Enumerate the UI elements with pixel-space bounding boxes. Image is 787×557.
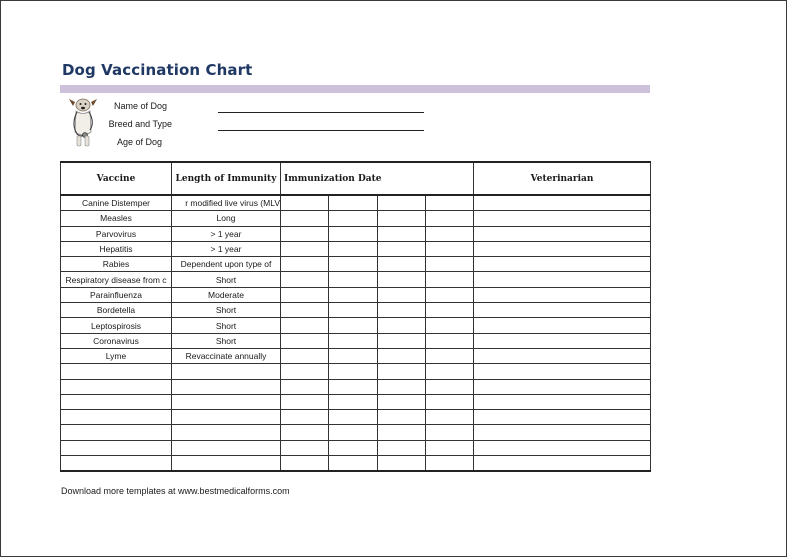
immunization-date-cell[interactable] [378, 364, 426, 379]
immunization-date-cell[interactable] [426, 195, 474, 211]
header-vaccine: Vaccine [61, 162, 172, 195]
vaccine-cell[interactable]: Canine Distemper [61, 195, 172, 211]
immunity-cell[interactable]: Short [172, 333, 281, 348]
vaccine-cell[interactable]: Measles [61, 211, 172, 226]
immunity-cell[interactable] [172, 410, 281, 425]
table-row [61, 226, 651, 241]
info-label-breed: Breed and Type [108, 119, 172, 129]
immunization-date-cell[interactable] [281, 303, 329, 318]
immunization-date-cell[interactable] [281, 241, 329, 256]
immunization-date-cell[interactable] [281, 195, 329, 211]
immunization-date-cell[interactable] [281, 425, 329, 440]
immunization-date-cell[interactable] [378, 410, 426, 425]
immunization-date-cell[interactable] [329, 333, 378, 348]
immunization-date-cell[interactable] [378, 195, 426, 211]
veterinarian-cell[interactable] [474, 410, 651, 425]
immunization-date-cell[interactable] [329, 257, 378, 272]
table-row [61, 456, 651, 472]
document-title: Dog Vaccination Chart [62, 61, 253, 79]
immunization-date-cell[interactable] [378, 456, 426, 472]
table-row [61, 195, 651, 211]
veterinarian-cell[interactable] [474, 364, 651, 379]
header-immunization-date: Immunization Date [281, 162, 474, 195]
vaccine-cell[interactable] [61, 410, 172, 425]
veterinarian-cell[interactable] [474, 287, 651, 302]
immunization-date-cell[interactable] [281, 318, 329, 333]
vaccine-cell[interactable] [61, 364, 172, 379]
header-veterinarian: Veterinarian [474, 162, 651, 195]
immunization-date-cell[interactable] [426, 410, 474, 425]
immunity-cell[interactable]: Long [172, 211, 281, 226]
table-row [61, 272, 651, 287]
immunization-date-cell[interactable] [281, 364, 329, 379]
immunization-date-cell[interactable] [426, 241, 474, 256]
immunization-date-cell[interactable] [426, 272, 474, 287]
immunization-date-cell[interactable] [378, 348, 426, 363]
footer-download-note: Download more templates at www.bestmedicalforms.com [61, 486, 290, 496]
immunization-date-cell[interactable] [281, 211, 329, 226]
immunization-date-cell[interactable] [426, 394, 474, 409]
immunization-date-cell[interactable] [281, 257, 329, 272]
table-row [61, 287, 651, 302]
vaccine-cell[interactable]: Leptospirosis [61, 318, 172, 333]
breed-and-type-field[interactable] [218, 130, 424, 131]
table-header-row [61, 162, 651, 195]
name-of-dog-field[interactable] [218, 112, 424, 113]
vaccination-table [60, 161, 651, 472]
immunization-date-cell[interactable] [329, 226, 378, 241]
immunity-cell[interactable] [172, 425, 281, 440]
veterinarian-cell[interactable] [474, 303, 651, 318]
immunization-date-cell[interactable] [426, 440, 474, 455]
table-row [61, 379, 651, 394]
info-label-age: Age of Dog [116, 137, 162, 147]
table-row [61, 348, 651, 363]
veterinarian-cell[interactable] [474, 456, 651, 472]
immunization-date-cell[interactable] [329, 456, 378, 472]
veterinarian-cell[interactable] [474, 425, 651, 440]
immunization-date-cell[interactable] [281, 394, 329, 409]
immunization-date-cell[interactable] [426, 318, 474, 333]
immunization-date-cell[interactable] [378, 272, 426, 287]
vaccine-cell[interactable] [61, 440, 172, 455]
immunization-date-cell[interactable] [426, 226, 474, 241]
table-row [61, 241, 651, 256]
immunization-date-cell[interactable] [426, 287, 474, 302]
table-row [61, 394, 651, 409]
immunization-date-cell[interactable] [329, 425, 378, 440]
immunization-date-cell[interactable] [426, 456, 474, 472]
immunization-date-cell[interactable] [426, 333, 474, 348]
veterinarian-cell[interactable] [474, 333, 651, 348]
immunization-date-cell[interactable] [329, 303, 378, 318]
veterinarian-cell[interactable] [474, 195, 651, 211]
vaccine-cell[interactable]: Parvovirus [61, 226, 172, 241]
immunization-date-cell[interactable] [378, 394, 426, 409]
vaccine-cell[interactable]: Hepatitis [61, 241, 172, 256]
table-row [61, 425, 651, 440]
immunization-date-cell[interactable] [378, 425, 426, 440]
vaccine-cell[interactable]: Respiratory disease from c [61, 272, 172, 287]
veterinarian-cell[interactable] [474, 226, 651, 241]
immunization-date-cell[interactable] [329, 410, 378, 425]
immunization-date-cell[interactable] [329, 318, 378, 333]
immunization-date-cell[interactable] [281, 348, 329, 363]
immunization-date-cell[interactable] [426, 211, 474, 226]
immunization-date-cell[interactable] [281, 272, 329, 287]
header-length-of-immunity: Length of Immunity [172, 162, 281, 195]
vaccine-cell[interactable] [61, 456, 172, 472]
table-row [61, 211, 651, 226]
table-row [61, 318, 651, 333]
vaccine-cell[interactable]: Lyme [61, 348, 172, 363]
immunization-date-cell[interactable] [426, 379, 474, 394]
immunity-cell[interactable]: > 1 year [172, 226, 281, 241]
veterinarian-cell[interactable] [474, 318, 651, 333]
immunization-date-cell[interactable] [281, 226, 329, 241]
immunization-date-cell[interactable] [329, 211, 378, 226]
immunization-date-cell[interactable] [426, 348, 474, 363]
immunity-cell[interactable]: > 1 year [172, 241, 281, 256]
table-row [61, 303, 651, 318]
immunization-date-cell[interactable] [426, 303, 474, 318]
table-row [61, 440, 651, 455]
immunization-date-cell[interactable] [329, 394, 378, 409]
immunization-date-cell[interactable] [329, 287, 378, 302]
veterinarian-cell[interactable] [474, 272, 651, 287]
immunity-cell[interactable]: Short [172, 318, 281, 333]
veterinarian-cell[interactable] [474, 379, 651, 394]
immunity-cell[interactable]: r modified live virus (MLV [172, 195, 281, 211]
immunization-date-cell[interactable] [426, 364, 474, 379]
table-row [61, 257, 651, 272]
immunization-date-cell[interactable] [329, 195, 378, 211]
veterinarian-cell[interactable] [474, 394, 651, 409]
immunization-date-cell[interactable] [329, 440, 378, 455]
immunization-date-cell[interactable] [378, 226, 426, 241]
immunization-date-cell[interactable] [329, 241, 378, 256]
immunization-date-cell[interactable] [329, 364, 378, 379]
immunization-date-cell[interactable] [378, 333, 426, 348]
immunity-cell[interactable]: Short [172, 272, 281, 287]
immunization-date-cell[interactable] [378, 211, 426, 226]
immunization-date-cell[interactable] [281, 333, 329, 348]
vaccine-cell[interactable]: Coronavirus [61, 333, 172, 348]
immunization-date-cell[interactable] [378, 257, 426, 272]
immunity-cell[interactable] [172, 440, 281, 455]
immunization-date-cell[interactable] [426, 257, 474, 272]
table-row [61, 410, 651, 425]
immunity-cell[interactable]: Dependent upon type of [172, 257, 281, 272]
immunity-cell[interactable]: Revaccinate annually [172, 348, 281, 363]
veterinarian-cell[interactable] [474, 257, 651, 272]
info-label-name: Name of Dog [113, 101, 167, 111]
table-row [61, 333, 651, 348]
vaccine-cell[interactable]: Bordetella [61, 303, 172, 318]
immunization-date-cell[interactable] [329, 348, 378, 363]
veterinarian-cell[interactable] [474, 440, 651, 455]
immunization-date-cell[interactable] [378, 303, 426, 318]
immunization-date-cell[interactable] [281, 440, 329, 455]
vaccine-cell[interactable] [61, 425, 172, 440]
immunization-date-cell[interactable] [378, 241, 426, 256]
immunization-date-cell[interactable] [281, 379, 329, 394]
immunization-date-cell[interactable] [329, 379, 378, 394]
immunization-date-cell[interactable] [281, 456, 329, 472]
vaccine-cell[interactable]: Parainfluenza [61, 287, 172, 302]
vaccine-cell[interactable]: Rabies [61, 257, 172, 272]
immunity-cell[interactable] [172, 394, 281, 409]
immunization-date-cell[interactable] [378, 318, 426, 333]
immunization-date-cell[interactable] [426, 425, 474, 440]
title-accent-band [60, 85, 650, 93]
vaccine-cell[interactable] [61, 394, 172, 409]
immunization-date-cell[interactable] [378, 440, 426, 455]
immunization-date-cell[interactable] [281, 287, 329, 302]
table-row [61, 364, 651, 379]
veterinarian-cell[interactable] [474, 211, 651, 226]
immunization-date-cell[interactable] [378, 287, 426, 302]
immunization-date-cell[interactable] [329, 272, 378, 287]
immunization-date-cell[interactable] [378, 379, 426, 394]
immunity-cell[interactable] [172, 379, 281, 394]
veterinarian-cell[interactable] [474, 241, 651, 256]
vaccine-cell[interactable] [61, 379, 172, 394]
immunity-cell[interactable] [172, 364, 281, 379]
veterinarian-cell[interactable] [474, 348, 651, 363]
immunity-cell[interactable]: Moderate [172, 287, 281, 302]
immunization-date-cell[interactable] [281, 410, 329, 425]
immunity-cell[interactable]: Short [172, 303, 281, 318]
immunity-cell[interactable] [172, 456, 281, 472]
